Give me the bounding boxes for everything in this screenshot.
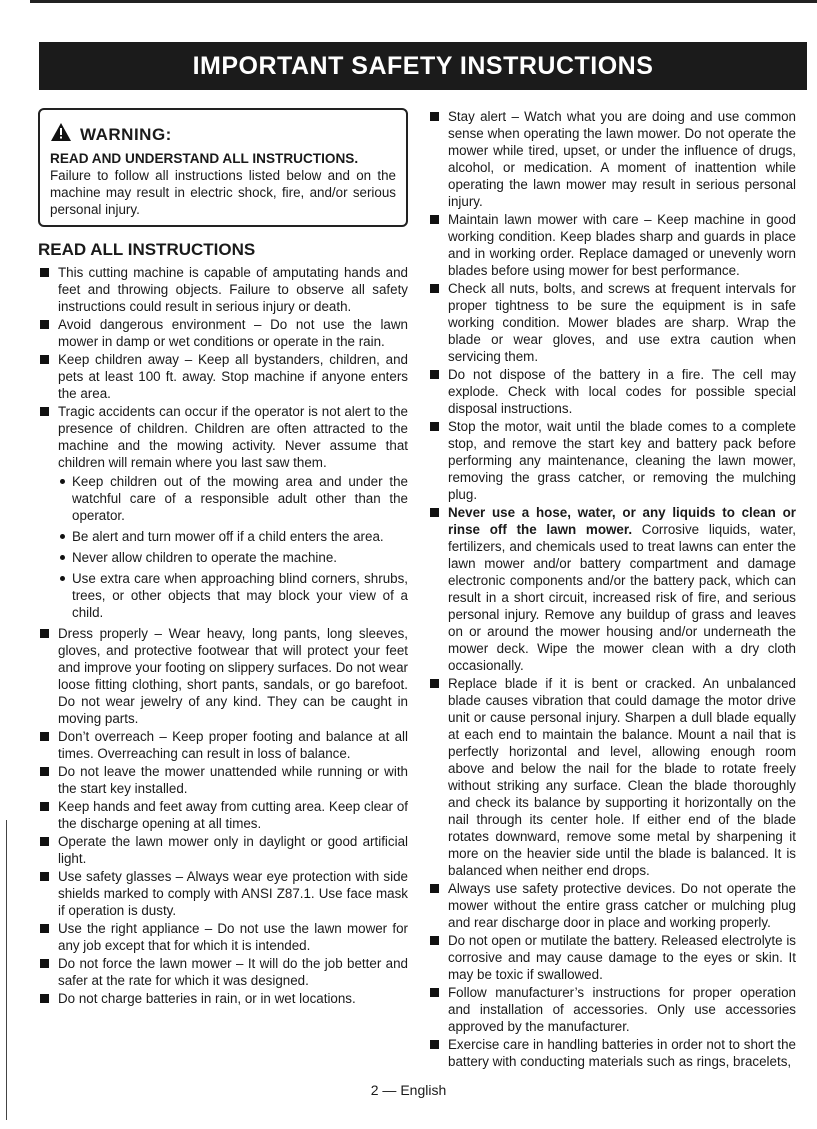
- warning-box: [38, 108, 408, 227]
- hose-warning-bold: Never use a hose, water, or any liquids to clean or rinse off the lawn mower.: [448, 505, 796, 537]
- left-bullet-list: [38, 264, 408, 1007]
- warning-lead: READ AND UNDERSTAND ALL INSTRUCTIONS.: [50, 151, 359, 166]
- list-item: Dress properly – Wear heavy, long pants, long sleeves, gloves, and protective footwear that will protect your feet and improve your footing on slippery surfaces. Do not wear loose fitting clothing, short pants, sandals, or go barefoot. Do not wear jewelry of any kind. They can be caught in moving parts.: [38, 625, 408, 727]
- page-footer: 2 — English: [370, 1082, 447, 1098]
- warning-body: Failure to follow all instructions listed below and on the machine may result in electric shock, fire, and/or serious personal injury.: [50, 168, 396, 217]
- list-item: Always use safety protective devices. Do not operate the mower without the entire grass catcher or mulching plug and rear discharge door in place and working properly.: [428, 880, 796, 931]
- warning-triangle-icon: [50, 122, 72, 146]
- right-column: [428, 108, 796, 1071]
- sub-list-item: Never allow children to operate the machine.: [58, 549, 408, 566]
- list-item: Keep hands and feet away from cutting area. Keep clear of the discharge opening at all times.: [38, 798, 408, 832]
- list-item: Avoid dangerous environment – Do not use the lawn mower in damp or wet conditions or operate in the rain.: [38, 316, 408, 350]
- list-item: Exercise care in handling batteries in order not to short the battery with conducting materials such as rings, bracelets,: [428, 1036, 796, 1070]
- list-item: Operate the lawn mower only in daylight or good artificial light.: [38, 833, 408, 867]
- sub-list-item: Be alert and turn mower off if a child enters the area.: [58, 528, 408, 545]
- scan-edge-line: [6, 820, 7, 1120]
- list-item: Do not open or mutilate the battery. Released electrolyte is corrosive and may cause damage to the eyes or skin. It may be toxic if swallowed.: [428, 932, 796, 983]
- right-bullet-list: [428, 108, 796, 1070]
- page-banner: IMPORTANT SAFETY INSTRUCTIONS: [39, 42, 807, 90]
- warning-header: [50, 122, 396, 146]
- list-item: Do not charge batteries in rain, or in wet locations.: [38, 990, 408, 1007]
- list-item-hose: [428, 504, 796, 674]
- list-item-children: [38, 403, 408, 621]
- section-title: READ ALL INSTRUCTIONS: [38, 240, 256, 259]
- list-item: Do not dispose of the battery in a fire. The cell may explode. Check with local codes for possible special disposal instructions.: [428, 366, 796, 417]
- list-item: Use safety glasses – Always wear eye protection with side shields marked to comply with ANSI Z87.1. Use face mask if operation is dusty.: [38, 868, 408, 919]
- list-item-text: Tragic accidents can occur if the operator is not alert to the presence of children. Children are often attracted to the machine and the mowing activity. Never assume that children will remain where you last saw them.: [58, 404, 408, 470]
- warning-title: WARNING:: [80, 124, 172, 144]
- list-item: Maintain lawn mower with care – Keep machine in good working condition. Keep blades sharp and guards in place and in working order. Replace damaged or unevenly worn blades before using mower for best performance.: [428, 211, 796, 279]
- hose-warning-text: Corrosive liquids, water, fertilizers, and chemicals used to treat lawns can enter the lawn mower and/or battery compartment and damage electronic components and/or the battery pack, which can result in a short circuit, increased risk of fire, and serious personal injury. Remove any buildup of grass and leaves on or around the mower housing and/or underneath the mower deck. Wipe the mower clean with a dry cloth occasionally.: [448, 522, 796, 673]
- top-rule: [30, 0, 817, 3]
- sub-list-item: Use extra care when approaching blind corners, shrubs, trees, or other objects that may block your view of a child.: [58, 570, 408, 621]
- list-item: Keep children away – Keep all bystanders, children, and pets at least 100 ft. away. Stop machine if anyone enters the area.: [38, 351, 408, 402]
- left-column: [38, 108, 408, 1008]
- list-item: Stay alert – Watch what you are doing and use common sense when operating the lawn mower. Do not operate the mower while tired, upset, or under the influence of drugs, alcohol, or medication. A moment of inattention while operating the lawn mower may result in serious personal injury.: [428, 108, 796, 210]
- list-item: Do not leave the mower unattended while running or with the start key installed.: [38, 763, 408, 797]
- children-sublist: [58, 473, 408, 621]
- list-item: Use the right appliance – Do not use the lawn mower for any job except that for which it is intended.: [38, 920, 408, 954]
- list-item: Check all nuts, bolts, and screws at frequent intervals for proper tightness to be sure the equipment is in safe working condition. Mower blades are sharp. Wrap the blade or wear gloves, and use extra caution when servicing them.: [428, 280, 796, 365]
- list-item: Stop the motor, wait until the blade comes to a complete stop, and remove the start key and battery pack before performing any maintenance, cleaning the lawn mower, removing the grass catcher, or removing the mulching plug.: [428, 418, 796, 503]
- list-item: Replace blade if it is bent or cracked. An unbalanced blade causes vibration that could damage the motor drive unit or cause personal injury. Sharpen a dull blade equally at each end to maintain the balance. Mount a nail that is perfectly horizontal and level, allowing enough room above and below the nail for the blade to rotate freely without striking any surface. Clean the blade thoroughly and check its balance by supporting it horizontally on the nail through its center hole. If either end of the blade rotates downward, remove some metal by sharpening it more on the heavier side until the blade is balanced. It is balanced when neither end drops.: [428, 675, 796, 879]
- list-item: This cutting machine is capable of amputating hands and feet and throwing objects. Failure to observe all safety instructions could result in serious injury or death.: [38, 264, 408, 315]
- sub-list-item: Keep children out of the mowing area and under the watchful care of a responsible adult other than the operator.: [58, 473, 408, 524]
- list-item: Follow manufacturer’s instructions for proper operation and installation of accessories. Only use accessories approved by the manufacturer.: [428, 984, 796, 1035]
- list-item: Don’t overreach – Keep proper footing and balance at all times. Overreaching can result in loss of balance.: [38, 728, 408, 762]
- list-item: Do not force the lawn mower – It will do the job better and safer at the rate for which it was designed.: [38, 955, 408, 989]
